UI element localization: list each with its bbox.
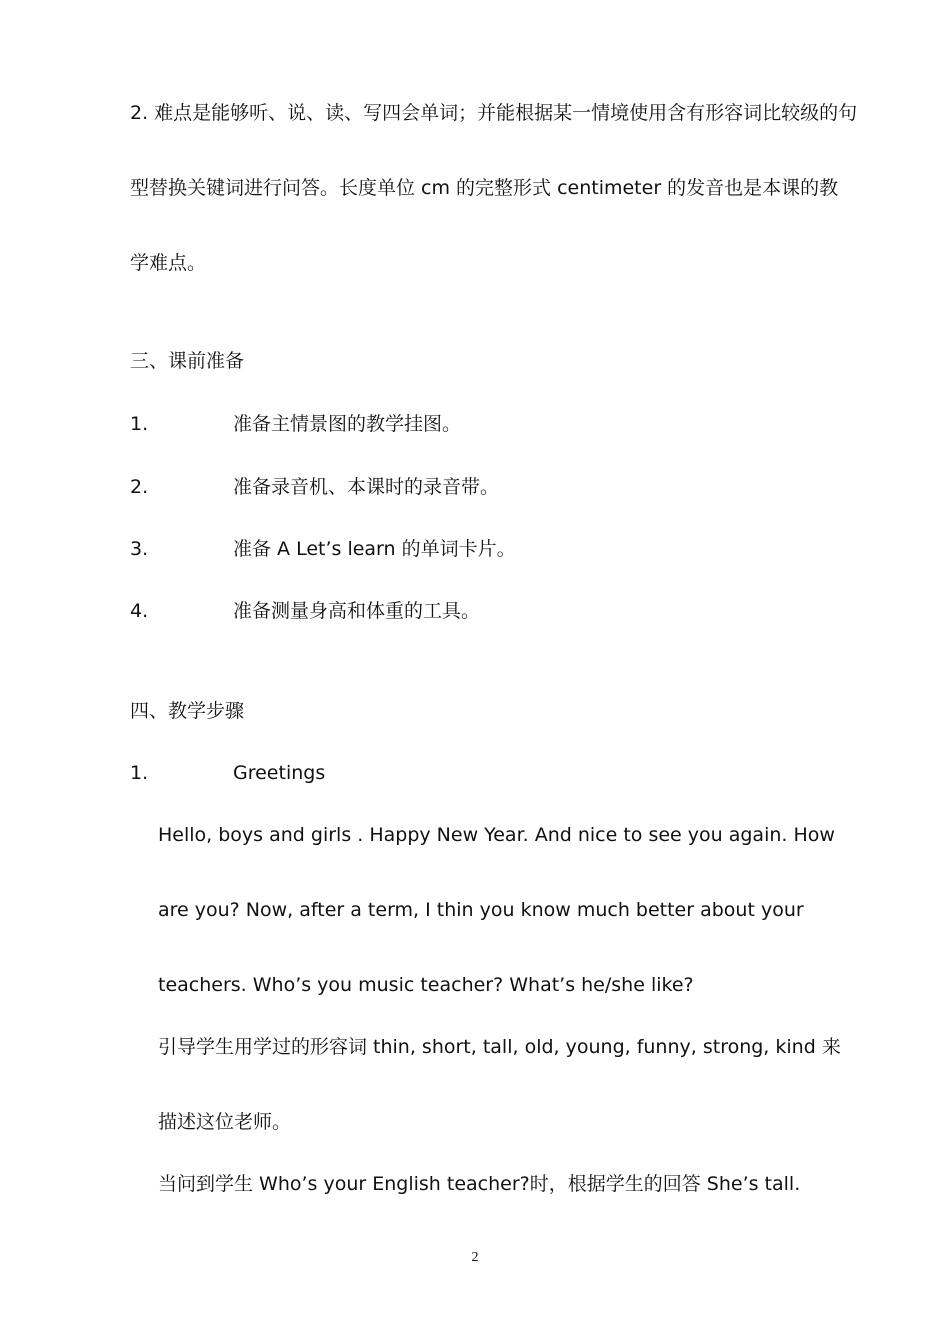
difficulty-line-3: 学难点。 bbox=[130, 252, 207, 274]
guide-line-2: 描述这位老师。 bbox=[158, 1111, 292, 1133]
prep-item-number: 1. bbox=[130, 413, 149, 435]
prep-item-number: 4. bbox=[130, 600, 149, 622]
prep-item-text: 准备测量身高和体重的工具。 bbox=[233, 600, 481, 622]
prep-item-number: 2. bbox=[130, 476, 149, 498]
step-item-number: 1. bbox=[130, 762, 149, 784]
difficulty-line-1: 2. 难点是能够听、说、读、写四会单词；并能根据某一情境使用含有形容词比较级的句 bbox=[130, 102, 858, 124]
prep-item-text: 准备录音机、本课时的录音带。 bbox=[233, 476, 500, 498]
difficulty-line-2: 型替换关键词进行问答。长度单位 cm 的完整形式 centimeter 的发音也是本课的教 bbox=[130, 177, 839, 199]
guide-line-1: 引导学生用学过的形容词 thin, short, tall, old, young, funny, strong, kind 来 bbox=[158, 1036, 841, 1058]
section-4-heading: 四、教学步骤 bbox=[130, 700, 245, 722]
page-number: 2 bbox=[471, 1250, 479, 1265]
greeting-line-2: are you? Now, after a term, I thin you know much better about your bbox=[158, 899, 804, 921]
prep-item-text: 准备主情景图的教学挂图。 bbox=[233, 413, 462, 435]
prep-item-text: 准备 A Let’s learn 的单词卡片。 bbox=[233, 538, 516, 560]
greeting-line-3: teachers. Who’s you music teacher? What’s he/she like? bbox=[158, 974, 694, 996]
section-3-heading: 三、课前准备 bbox=[130, 350, 245, 372]
prep-item-number: 3. bbox=[130, 538, 149, 560]
question-line: 当问到学生 Who’s your English teacher?时，根据学生的回答 She’s tall. bbox=[158, 1173, 801, 1195]
step-item-text: Greetings bbox=[233, 762, 326, 784]
greeting-line-1: Hello, boys and girls . Happy New Year. And nice to see you again. How bbox=[158, 824, 835, 846]
